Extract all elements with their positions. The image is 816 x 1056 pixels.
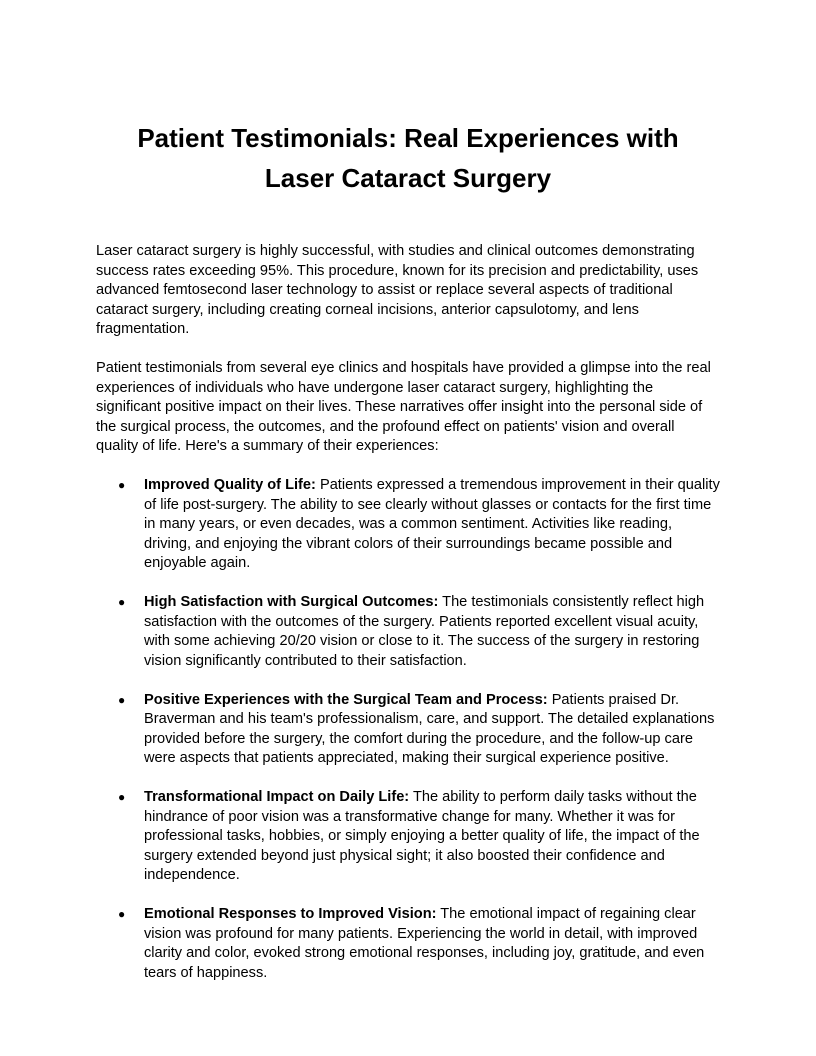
list-item-text: The testimonials consistently reflect high satisfaction with the outcomes of the surgery. Patients reported excellent visual acuity, with some achieving 20/20 vision or close to it. The success of the surgery in restoring vision significantly contributed to their satisfaction. (144, 594, 705, 669)
document-title (96, 118, 720, 198)
document-title-line-1: Patient Testimonials: Real Experiences with (137, 123, 679, 153)
experience-list (96, 476, 720, 983)
bullet-icon: ● (118, 907, 126, 921)
list-item-heading: Positive Experiences with the Surgical Team and Process: (144, 691, 548, 708)
bullet-icon: ● (118, 595, 126, 609)
bullet-icon: ● (118, 692, 126, 707)
list-item-text: The ability to perform daily tasks without the hindrance of poor vision was a transformative change for many. Whether it was for professional tasks, hobbies, or simply enjoying a better quality of life, the impact of the surgery extended beyond just physical sight; it also boosted their confidence and independence. (144, 789, 700, 883)
list-item-text: Patients expressed a tremendous improvement in their quality of life post-surgery. The ability to see clearly without glasses or contacts for the first time in many years, or even decades, was a common sentiment. Activities like reading, driving, and enjoying the vibrant colors of their surroundings became possible and enjoyable again. (144, 477, 720, 571)
list-item-text: Patients praised Dr. Braverman and his team's professionalism, care, and support. The detailed explanations provided before the surgery, the comfort during the procedure, and the follow-up care were aspects that patients appreciated, making their surgical experience positive. (144, 691, 715, 766)
document-title-line-2: Laser Cataract Surgery (264, 163, 552, 193)
list-item-heading: High Satisfaction with Surgical Outcomes: (144, 594, 439, 610)
list-item-heading: Improved Quality of Life: (144, 477, 316, 493)
list-item-text: The emotional impact of regaining clear vision was profound for many patients. Experiencing the world in detail, with improved clarity and color, evoked strong emotional responses, including joy, gratitude, and even tears of happiness. (144, 906, 705, 981)
list-item (96, 691, 720, 769)
list-item (96, 905, 720, 983)
bullet-icon: ● (118, 478, 126, 492)
list-item (96, 593, 720, 671)
list-item-heading: Transformational Impact on Daily Life: (144, 789, 410, 805)
testimonials-paragraph: Patient testimonials from several eye clinics and hospitals have provided a glimpse into the real experiences of individuals who have undergone laser cataract surgery, highlighting the significant positive impact on their lives. These narratives offer insight into the personal side of the surgical process, the outcomes, and the profound effect on patients' vision and overall quality of life. Here's a summary of their experiences: (96, 360, 711, 454)
list-item-heading: Emotional Responses to Improved Vision: (144, 906, 437, 922)
list-item (96, 476, 720, 574)
intro-paragraph: Laser cataract surgery is highly successful, with studies and clinical outcomes demonstrating success rates exceeding 95%. This procedure, known for its precision and predictability, uses advanced femtosecond laser technology to assist or replace several aspects of traditional cataract surgery, including creating corneal incisions, anterior capsulotomy, and lens fragmentation. (96, 243, 699, 337)
document-page (96, 118, 720, 983)
list-item (96, 788, 720, 886)
bullet-icon: ● (118, 790, 126, 804)
